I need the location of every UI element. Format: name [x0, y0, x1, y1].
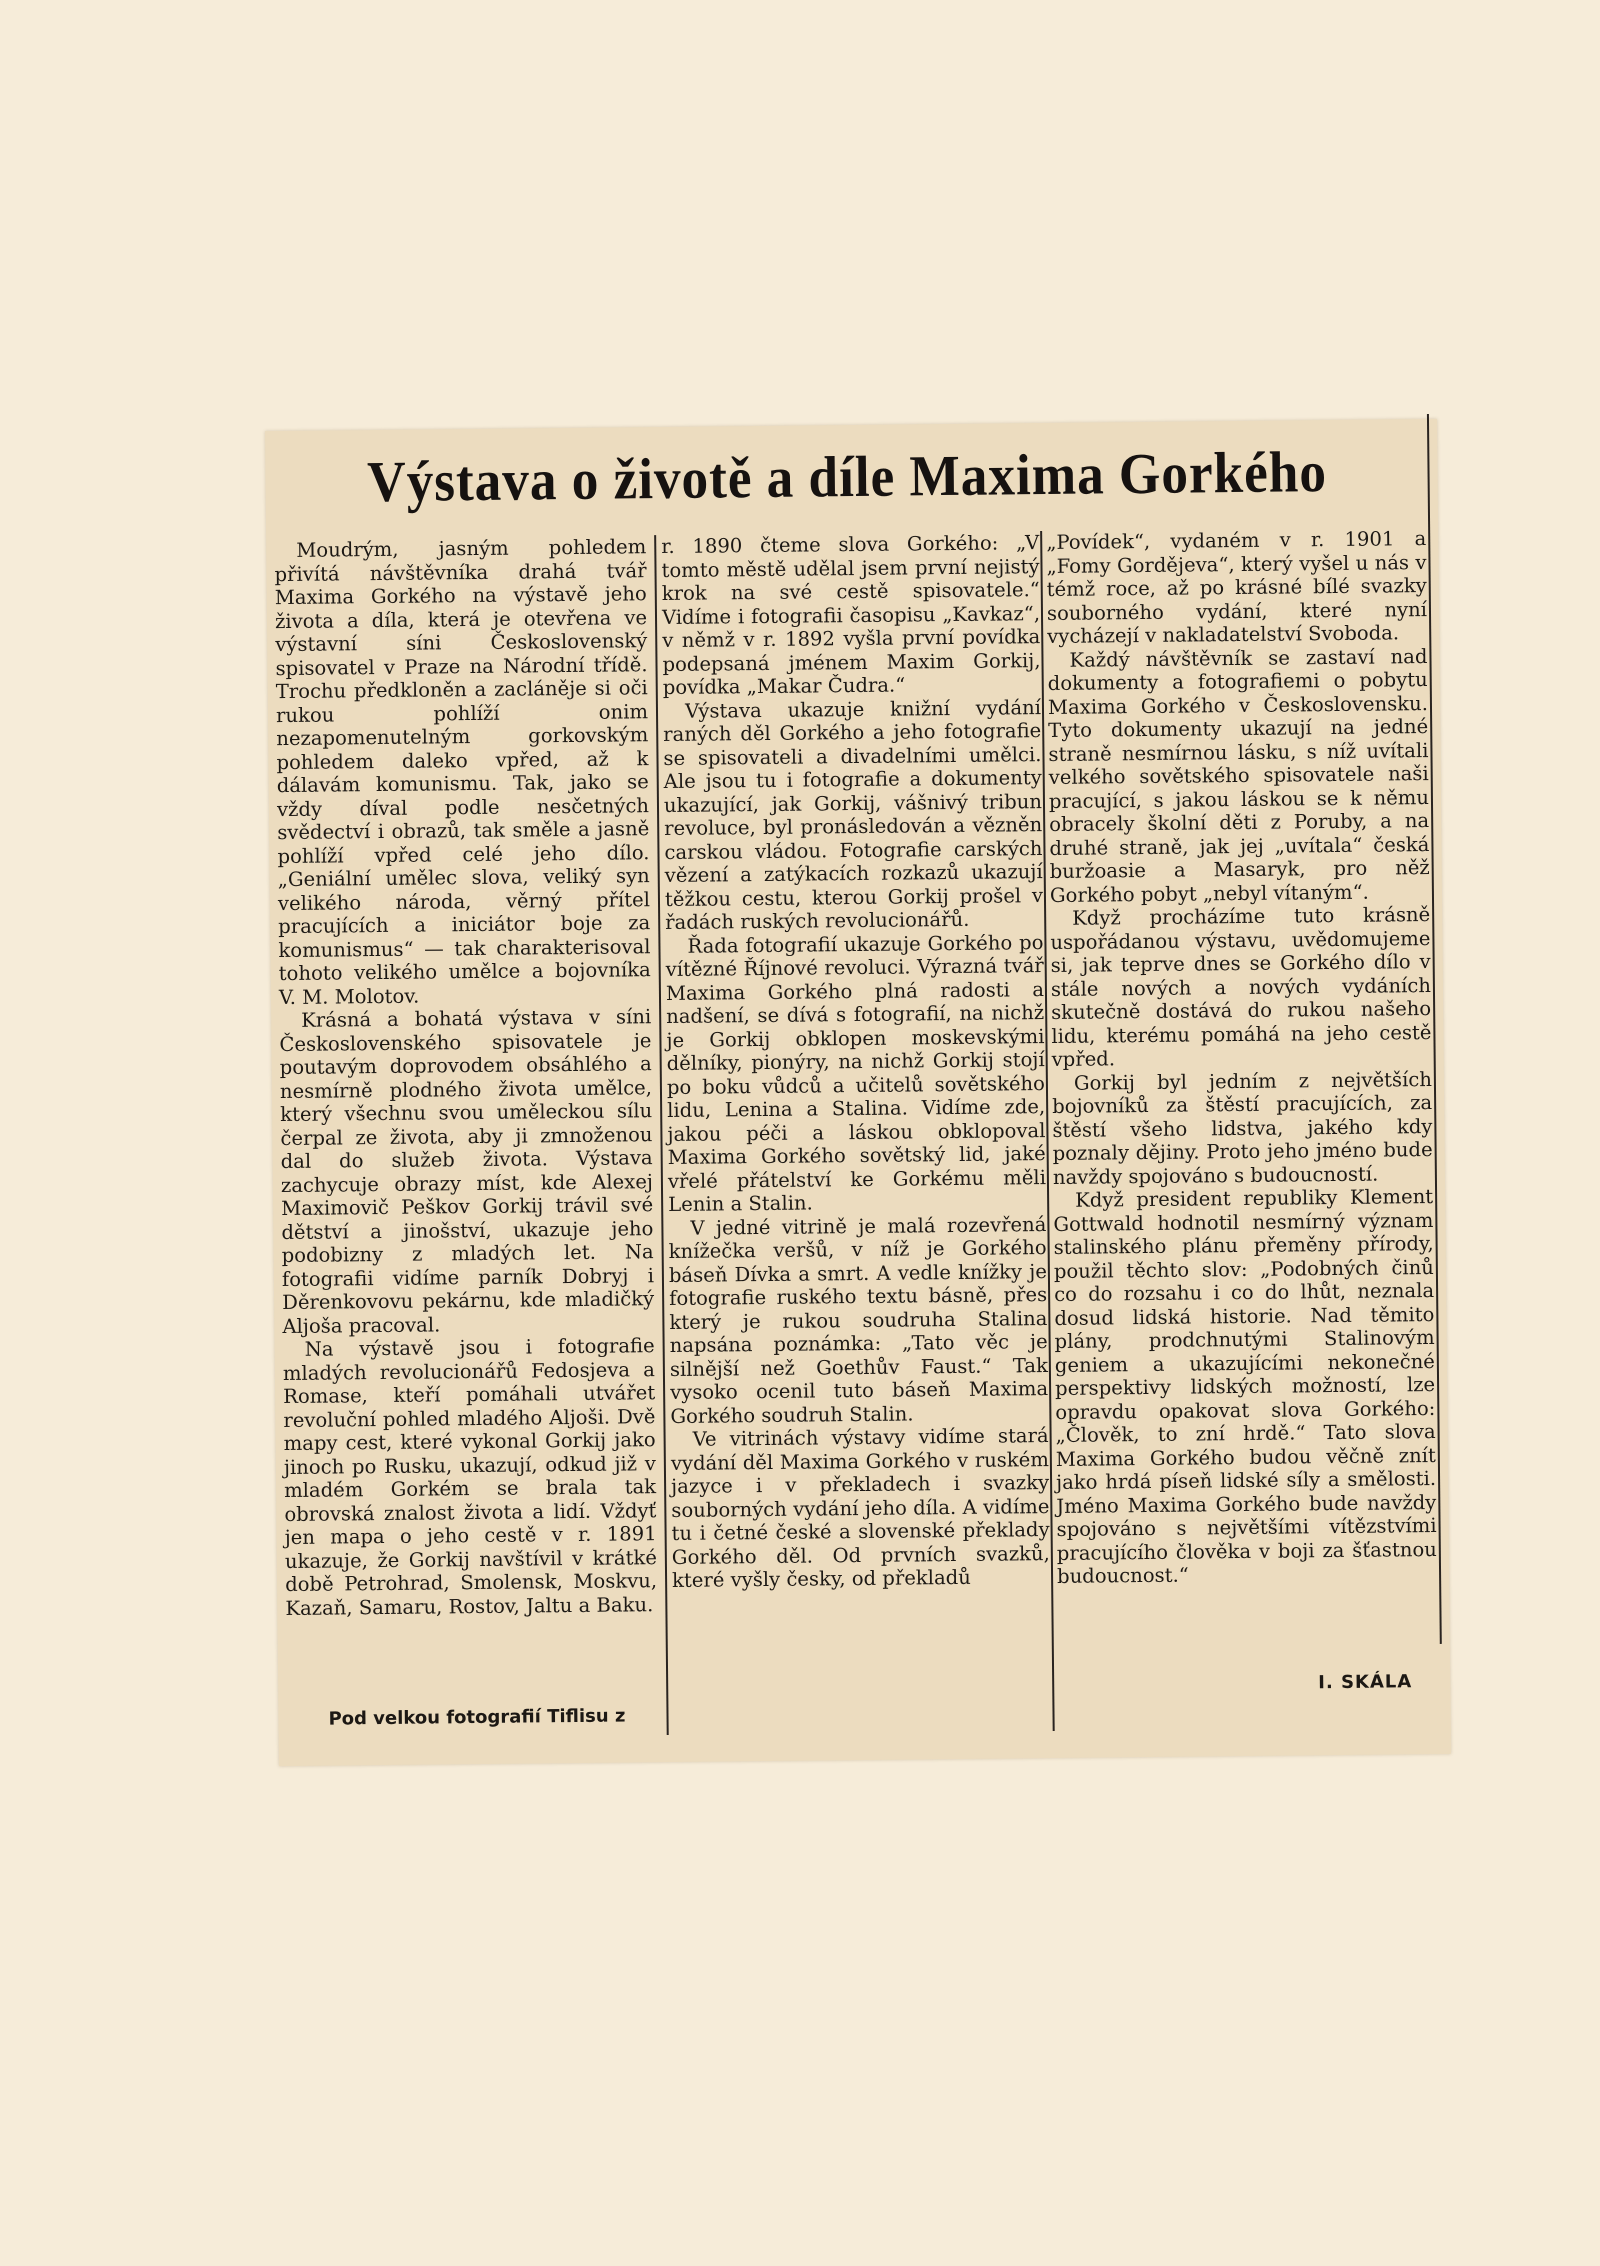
- paragraph: Řada fotografií ukazuje Gorkého po vítězné Říjnové revoluci. Výrazná tvář Maxima Gorkého plná radosti a nadšení, se dívá s fotografií, na nichž je Gorkij obklopen moskevskými dělníky, pionýry, na nichž Gorkij stojí po boku vůdců a učitelů sovětského lidu, Lenina a Stalina. Vidíme zde, jakou péči a láskou obklopoval Maxima Gorkého sovětský lid, jaké vřelé přátelství ke Gorkému měli Lenin a Stalin.: [665, 930, 1047, 1216]
- paragraph: Gorkij byl jedním z největších bojovníků za štěstí pracujících, za štěstí všeho lidstva, jakého kdy poznaly dějiny. Proto jeho jméno bude navždy spojováno s budoucností.: [1052, 1067, 1433, 1189]
- paragraph: r. 1890 čteme slova Gorkého: „V tomto městě udělal jsem první nejistý krok na své cestě spisovatele.“ Vidíme i fotografii časopisu „Kavkaz“, v němž v r. 1892 vyšla první povídka podepsaná jménem Maxim Gorkij, povídka „Makar Čudra.“: [661, 531, 1041, 700]
- author-signature: I. SKÁLA: [1318, 1671, 1413, 1694]
- paragraph: Když president republiky Klement Gottwald hodnotil nesmírný význam stalinského plánu přeměny přírody, použil těchto slov: „Podobných činů co do rozsahu i co do lhůt, neznala dosud lidská historie. Nad těmito plány, prodchnutými Stalinovým geniem a ukazujícími nekonečné perspektivy lidských možností, lze opravdu opakovat slova Gorkého: „Člověk, to zní hrdě.“ Tato slova Maxima Gorkého budou věčně znít jako hrdá píseň lidské síly a smělosti. Jméno Maxima Gorkého bude navždy spojováno s největšími vítězstvími pracujícího člověka v boji za šťastnou budoucnost.“: [1053, 1184, 1437, 1588]
- newspaper-clipping: [265, 419, 1451, 1766]
- paragraph: Ve vitrinách výstavy vidíme stará vydání děl Maxima Gorkého v ruském jazyce i v překladech i svazky souborných vydání jeho díla. A vidíme tu i četné české a slovenské překlady Gorkého děl. Od prvních svazků, které vyšly česky, od překladů: [670, 1424, 1050, 1592]
- paragraph: V jedné vitrině je malá rozevřená knížečka veršů, v níž je Gorkého báseň Dívka a smrt. A vedle knížky je fotografie ruského textu básně, přes který je rukou soudruha Stalina napsána poznámka: „Tato věc je silnější než Goethův Faust.“ Tak vysoko ocenil tuto báseň Maxima Gorkého soudruh Stalin.: [668, 1212, 1049, 1428]
- paragraph: Výstava ukazuje knižní vydání raných děl Gorkého a jeho fotografie se spisovateli a divadelními umělci. Ale jsou tu i fotografie a dokumenty ukazující, jak Gorkij, vášnivý tribun revoluce, byl pronásledován a vězněn carskou vládou. Fotografie carských vězení a zatýkacích rozkazů ukazují těžkou cestu, kterou Gorkij prošel v řadách ruských revolucionářů.: [663, 695, 1044, 935]
- paragraph: Když procházíme tuto krásně uspořádanou výstavu, uvědomujeme si, jak teprve dnes se Gorkého dílo v stále nových a nových vydáních skutečně dostává do rukou našeho lidu, kterému pomáhá na jeho cestě vpřed.: [1050, 902, 1432, 1071]
- paragraph: Krásná a bohatá výstava v síni Československého spisovatele je poutavým doprovodem obsáhlého a nesmírně plodného života umělce, který všechnu svou uměleckou sílu čerpal ze života, aby ji zmnoženou dal do služeb života. Výstava zachycuje obrazy míst, kde Alexej Maximovič Peškov Gorkij trávil své dětství a jinošství, ukazuje jeho podobizny z mladých let. Na fotografii vidíme parník Dobryj i Děrenkovovu pekárnu, kde mladičký Aljoša pracoval.: [279, 1005, 655, 1338]
- article-column-2: [661, 531, 1050, 1592]
- paragraph: Moudrým, jasným pohledem přivítá návštěvníka drahá tvář Maxima Gorkého na výstavě jeho života a díla, která je otevřena ve výstavní síni Československý spisovatel v Praze na Národní třídě. Trochu předkloněn a zacláněje si oči rukou pohlíží onim nezapomenutelným gorkovským pohledem daleko vpřed, až k dálavám komunismu. Tak, jako se vždy díval podle nesčetných svědectví i obrazů, tak směle a jasně pohlíží vpřed celé jeho dílo. „Geniální umělec slova, veliký syn velikého národa, věrný přítel pracujících a iniciátor boje za komunismus“ — tak charakterisoval tohoto velikého umělce a bojovníka V. M. Molotov.: [274, 535, 651, 1009]
- paragraph: Každý návštěvník se zastaví nad dokumenty a fotografiemi o pobytu Maxima Gorkého v Československu. Tyto dokumenty ukazují na jedné straně nesmírnou lásku, s níž uvítali velkého sovětského spisovatele naši pracující, s jakou láskou se k němu obracely školní děti z Poruby, a na druhé straně, jak jej „uvítala“ česká buržoasie a Masaryk, pro něž Gorkého pobyt „nebyl vítaným“.: [1047, 644, 1430, 907]
- article-title: Výstava o životě a díle Maxima Gorkého: [366, 439, 1328, 515]
- article-column-3: [1046, 527, 1437, 1588]
- paragraph: Na výstavě jsou i fotografie mladých revolucionářů Fedosjeva a Romase, kteří pomáhali utvářet revoluční pohled mladého Aljoši. Dvě mapy cest, které vykonal Gorkij jako jinoch po Rusku, ukazují, odkud již v mladém Gorkém se brala tak obrovská znalost života a lidí. Vždyť jen mapa o jeho cestě v r. 1891 ukazuje, že Gorkij navštívil v krátké době Petrohrad, Smolensk, Moskvu, Kazaň, Samaru, Rostov, Jaltu a Baku.: [282, 1334, 658, 1620]
- paragraph: „Povídek“, vydaném v r. 1901 a „Fomy Gordějeva“, který vyšel u nás v témž roce, až po krásné bílé svazky souborného vydání, které nyní vycházejí v nakladatelství Svoboda.: [1046, 527, 1428, 648]
- photo-caption: Pod velkou fotografií Tiflisu z: [328, 1705, 626, 1730]
- article-column-1: [274, 535, 657, 1620]
